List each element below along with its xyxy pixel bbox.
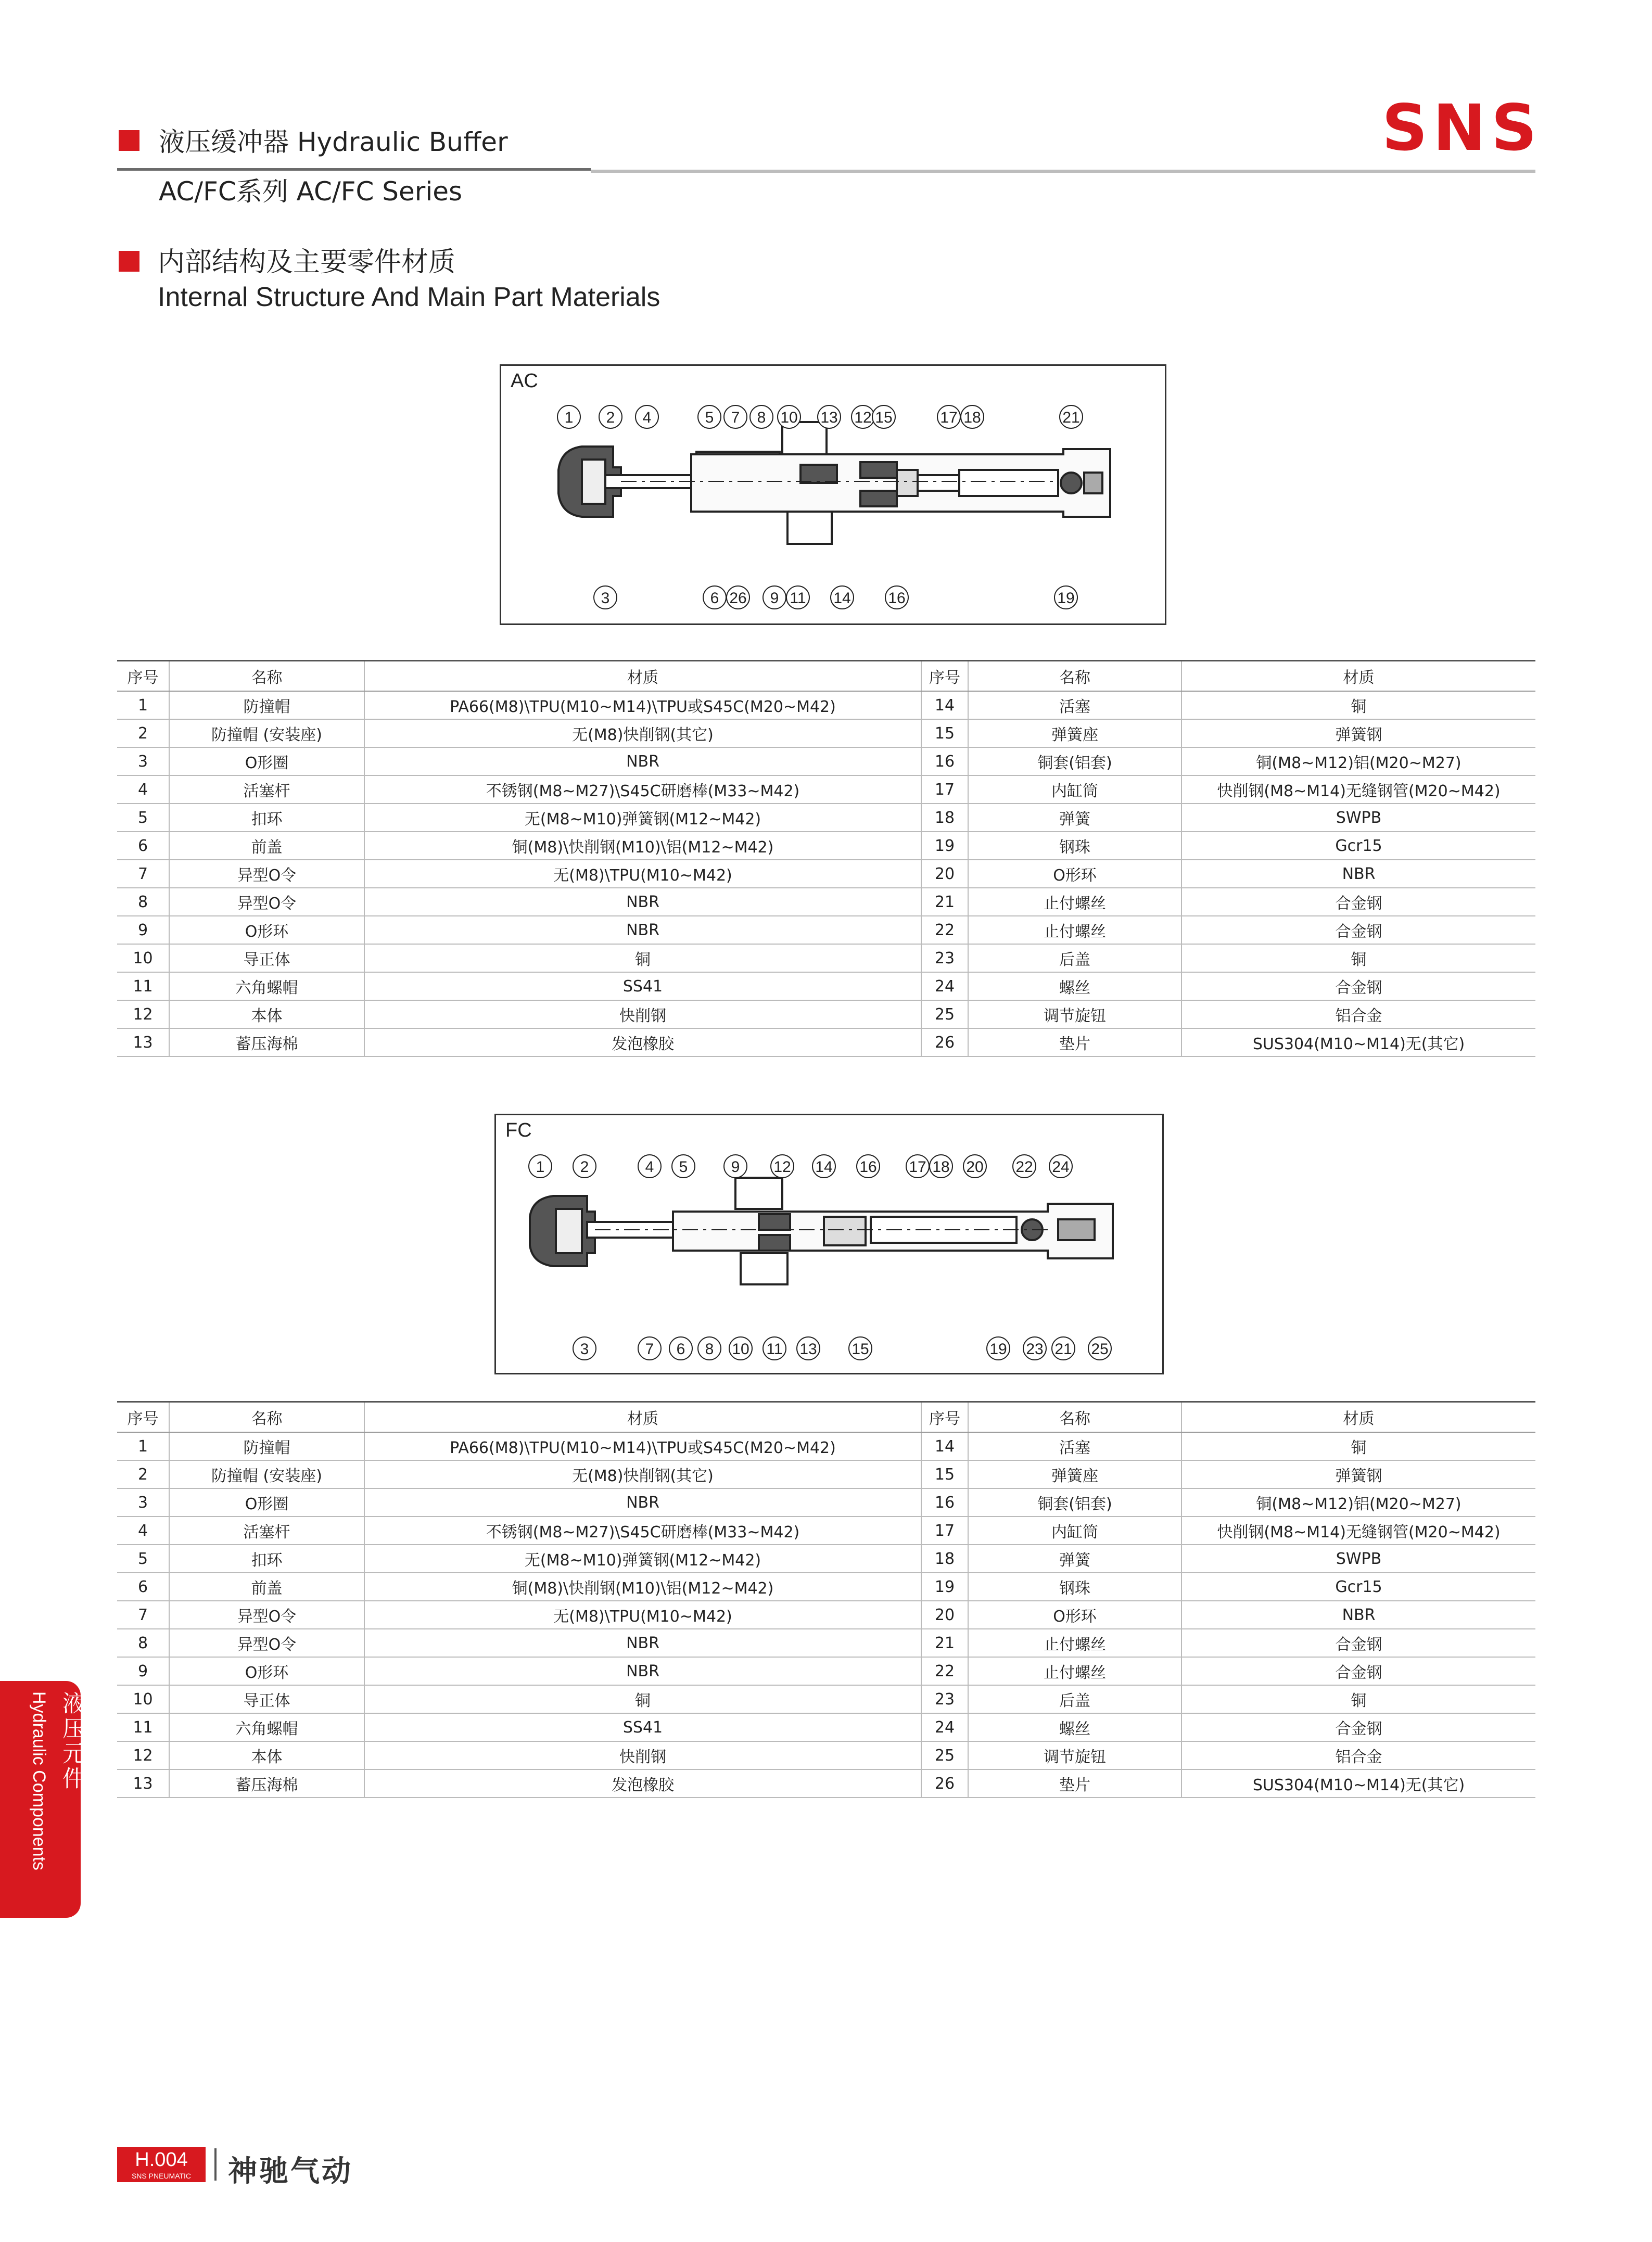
table-row: [117, 804, 1535, 832]
ac-materials-table: [117, 660, 1535, 1057]
table-row: [117, 1657, 1535, 1685]
table-cell: 导正体: [169, 1685, 364, 1713]
table-cell: SWPB: [1181, 804, 1535, 832]
table-cell: 铜: [1181, 1432, 1535, 1460]
ac-top-callout-label: 5: [705, 409, 714, 426]
fc-bottom-callout-label: 10: [732, 1341, 749, 1358]
table-cell: 7: [117, 860, 169, 888]
table-cell: 快削钢(M8~M14)无缝钢管(M20~M42): [1181, 1517, 1535, 1545]
table-cell: O形环: [968, 1601, 1181, 1629]
table-cell: 8: [117, 1629, 169, 1657]
table-row: [117, 1601, 1535, 1629]
table-cell: 10: [117, 1685, 169, 1713]
table-cell: 19: [921, 832, 968, 860]
ac-top-callout-label: 18: [963, 409, 981, 426]
table-cell: 防撞帽: [169, 1432, 364, 1460]
table-cell: 调节旋钮: [968, 1741, 1181, 1769]
ac-bottom-callout-label: 9: [770, 590, 779, 607]
table-cell: NBR: [364, 1629, 921, 1657]
ac-top-callout-label: 1: [564, 409, 574, 426]
table-cell: 弹簧座: [968, 719, 1181, 747]
table-cell: 内缸筒: [968, 1517, 1181, 1545]
table-header-cell: 材质: [364, 661, 921, 692]
table-cell: 铜: [1181, 944, 1535, 972]
footer-divider: [214, 2148, 217, 2181]
table-cell: 14: [921, 691, 968, 719]
table-cell: 3: [117, 1488, 169, 1517]
fc-top-callout-label: 12: [773, 1158, 791, 1176]
page-number: H.004: [135, 2149, 188, 2171]
table-cell: NBR: [1181, 860, 1535, 888]
table-cell: 14: [921, 1432, 968, 1460]
table-row: [117, 1488, 1535, 1517]
table-cell: 无(M8)\TPU(M10~M42): [364, 1601, 921, 1629]
ac-bottom-callout-label: 3: [601, 590, 610, 607]
table-cell: 6: [117, 832, 169, 860]
table-cell: 4: [117, 775, 169, 804]
table-row: [117, 1685, 1535, 1713]
fc-bottom-callout-label: 19: [989, 1341, 1007, 1358]
table-cell: Gcr15: [1181, 832, 1535, 860]
table-header-cell: 材质: [1181, 661, 1535, 692]
table-cell: SS41: [364, 1713, 921, 1741]
table-cell: 合金钢: [1181, 916, 1535, 944]
table-row: [117, 1460, 1535, 1488]
ac-diagram-title: AC: [511, 370, 538, 392]
table-cell: 23: [921, 944, 968, 972]
table-cell: 10: [117, 944, 169, 972]
fc-top-callout-label: 1: [536, 1158, 545, 1176]
table-cell: 19: [921, 1573, 968, 1601]
table-row: [117, 972, 1535, 1000]
table-cell: 12: [117, 1000, 169, 1028]
fc-top-callout-label: 2: [580, 1158, 589, 1176]
fc-cross-section: [496, 1115, 1162, 1373]
fc-bottom-callout-label: 3: [580, 1341, 589, 1358]
table-cell: 8: [117, 888, 169, 916]
table-cell: 快削钢: [364, 1000, 921, 1028]
table-cell: 铜: [1181, 691, 1535, 719]
ac-bottom-callout-label: 14: [833, 590, 851, 607]
ac-bottom-callout-label: 6: [710, 590, 719, 607]
fc-top-callout-label: 20: [966, 1158, 984, 1176]
series-subtitle: AC/FC系列 AC/FC Series: [159, 176, 463, 207]
table-header-row: [117, 661, 1535, 692]
fc-top-callout-label: 14: [815, 1158, 833, 1176]
table-cell: 异型O令: [169, 1601, 364, 1629]
table-row: [117, 832, 1535, 860]
table-cell: 异型O令: [169, 1629, 364, 1657]
table-cell: SWPB: [1181, 1545, 1535, 1573]
ac-top-callout-label: 15: [875, 409, 893, 426]
table-cell: O形圈: [169, 747, 364, 775]
page-title: 液压缓冲器 Hydraulic Buffer: [159, 127, 508, 157]
table-row: [117, 888, 1535, 916]
table-cell: PA66(M8)\TPU(M10~M14)\TPU或S45C(M20~M42): [364, 1432, 921, 1460]
table-cell: 9: [117, 1657, 169, 1685]
fc-structure-diagram: [494, 1114, 1164, 1374]
table-cell: 弹簧钢: [1181, 719, 1535, 747]
fc-top-callout-label: 5: [679, 1158, 688, 1176]
table-cell: 1: [117, 1432, 169, 1460]
table-header-cell: 序号: [921, 1402, 968, 1433]
table-row: [117, 1545, 1535, 1573]
side-tab-label-cn: 液压元件: [58, 1691, 85, 1791]
table-header-cell: 序号: [921, 661, 968, 692]
table-cell: 弹簧: [968, 804, 1181, 832]
table-cell: 无(M8~M10)弹簧钢(M12~M42): [364, 1545, 921, 1573]
table-cell: 铜: [364, 1685, 921, 1713]
table-cell: 17: [921, 1517, 968, 1545]
table-cell: 16: [921, 747, 968, 775]
ac-cross-section: [501, 366, 1165, 623]
table-cell: 20: [921, 1601, 968, 1629]
brand-logo: SNS: [1382, 91, 1542, 165]
table-header-cell: 名称: [169, 661, 364, 692]
table-cell: 防撞帽 (安装座): [169, 719, 364, 747]
fc-diagram-title: FC: [505, 1119, 532, 1141]
table-row: [117, 1769, 1535, 1798]
table-cell: 铝合金: [1181, 1741, 1535, 1769]
table-cell: NBR: [364, 888, 921, 916]
table-cell: 螺丝: [968, 972, 1181, 1000]
table-cell: 铜套(铝套): [968, 747, 1181, 775]
ac-structure-diagram: [500, 364, 1166, 625]
table-cell: 18: [921, 1545, 968, 1573]
ac-top-callout-label: 10: [780, 409, 798, 426]
ac-top-callout-label: 7: [731, 409, 740, 426]
ac-top-callout-label: 2: [606, 409, 615, 426]
table-row: [117, 860, 1535, 888]
table-cell: 9: [117, 916, 169, 944]
table-cell: 蓄压海棉: [169, 1769, 364, 1798]
table-cell: 扣环: [169, 1545, 364, 1573]
table-cell: 螺丝: [968, 1713, 1181, 1741]
table-cell: 六角螺帽: [169, 1713, 364, 1741]
table-cell: 铜: [1181, 1685, 1535, 1713]
table-cell: 快削钢(M8~M14)无缝钢管(M20~M42): [1181, 775, 1535, 804]
table-row: [117, 916, 1535, 944]
table-header-cell: 序号: [117, 661, 169, 692]
table-cell: 12: [117, 1741, 169, 1769]
table-cell: 六角螺帽: [169, 972, 364, 1000]
table-cell: 异型O令: [169, 888, 364, 916]
table-cell: SUS304(M10~M14)无(其它): [1181, 1769, 1535, 1798]
table-cell: 合金钢: [1181, 1629, 1535, 1657]
table-cell: 活塞: [968, 691, 1181, 719]
fc-bottom-callout-label: 7: [645, 1341, 654, 1358]
fc-top-callout-label: 16: [859, 1158, 877, 1176]
table-cell: 5: [117, 804, 169, 832]
table-cell: 调节旋钮: [968, 1000, 1181, 1028]
ac-top-callout-label: 8: [757, 409, 766, 426]
table-cell: 23: [921, 1685, 968, 1713]
table-cell: 16: [921, 1488, 968, 1517]
ac-top-callout-label: 13: [820, 409, 838, 426]
fc-bottom-callout-label: 21: [1054, 1341, 1072, 1358]
table-cell: 蓄压海棉: [169, 1028, 364, 1056]
table-cell: 无(M8)快削钢(其它): [364, 1460, 921, 1488]
ac-top-callout-label: 12: [854, 409, 872, 426]
table-cell: 活塞杆: [169, 775, 364, 804]
footer-brand: 神驰气动: [228, 2155, 353, 2188]
table-cell: 21: [921, 888, 968, 916]
table-cell: 异型O令: [169, 860, 364, 888]
table-cell: 11: [117, 1713, 169, 1741]
table-cell: 前盖: [169, 1573, 364, 1601]
table-cell: 合金钢: [1181, 1657, 1535, 1685]
fc-bottom-callout-label: 25: [1091, 1341, 1109, 1358]
ac-bottom-callout-label: 19: [1057, 590, 1075, 607]
table-cell: 13: [117, 1769, 169, 1798]
table-cell: 防撞帽: [169, 691, 364, 719]
table-cell: 13: [117, 1028, 169, 1056]
table-cell: 铜(M8)\快削钢(M10)\铝(M12~M42): [364, 832, 921, 860]
table-cell: 铜(M8~M12)铝(M20~M27): [1181, 747, 1535, 775]
table-header-cell: 序号: [117, 1402, 169, 1433]
table-cell: 5: [117, 1545, 169, 1573]
table-cell: 铜(M8)\快削钢(M10)\铝(M12~M42): [364, 1573, 921, 1601]
ac-top-callout-label: 4: [642, 409, 652, 426]
header-rule-light: [591, 170, 1535, 173]
table-cell: 26: [921, 1028, 968, 1056]
table-row: [117, 1713, 1535, 1741]
table-header-cell: 材质: [1181, 1402, 1535, 1433]
ac-bottom-callout-label: 16: [888, 590, 906, 607]
table-cell: 活塞: [968, 1432, 1181, 1460]
table-cell: 2: [117, 719, 169, 747]
fc-bottom-callout-label: 11: [766, 1341, 783, 1358]
table-cell: 止付螺丝: [968, 916, 1181, 944]
table-row: [117, 1573, 1535, 1601]
table-cell: 25: [921, 1000, 968, 1028]
table-row: [117, 1517, 1535, 1545]
table-header-cell: 名称: [169, 1402, 364, 1433]
table-cell: NBR: [364, 1488, 921, 1517]
side-tab-label-en: Hydraulic Components: [29, 1691, 49, 1870]
table-cell: 合金钢: [1181, 972, 1535, 1000]
table-cell: 24: [921, 972, 968, 1000]
table-cell: 不锈钢(M8~M27)\S45C研磨棒(M33~M42): [364, 775, 921, 804]
table-cell: 无(M8)\TPU(M10~M42): [364, 860, 921, 888]
fc-top-callout-label: 18: [932, 1158, 950, 1176]
table-header-cell: 名称: [968, 1402, 1181, 1433]
table-cell: 铜: [364, 944, 921, 972]
table-cell: 20: [921, 860, 968, 888]
fc-materials-table: [117, 1401, 1535, 1798]
fc-bottom-callout-label: 23: [1026, 1341, 1044, 1358]
section-title-cn: 内部结构及主要零件材质: [158, 247, 456, 278]
table-cell: NBR: [364, 1657, 921, 1685]
table-cell: 导正体: [169, 944, 364, 972]
table-cell: NBR: [364, 916, 921, 944]
page-number-sub: SNS PNEUMATIC: [131, 2172, 192, 2180]
header-rule: [117, 168, 591, 171]
table-header-row: [117, 1402, 1535, 1433]
table-cell: 止付螺丝: [968, 1629, 1181, 1657]
table-cell: PA66(M8)\TPU(M10~M14)\TPU或S45C(M20~M42): [364, 691, 921, 719]
table-cell: SUS304(M10~M14)无(其它): [1181, 1028, 1535, 1056]
table-cell: 铜套(铝套): [968, 1488, 1181, 1517]
table-cell: 发泡橡胶: [364, 1028, 921, 1056]
table-row: [117, 719, 1535, 747]
table-cell: 22: [921, 1657, 968, 1685]
table-cell: 铜(M8~M12)铝(M20~M27): [1181, 1488, 1535, 1517]
table-cell: 4: [117, 1517, 169, 1545]
fc-bottom-callout-label: 8: [705, 1341, 714, 1358]
table-row: [117, 747, 1535, 775]
table-cell: 后盖: [968, 944, 1181, 972]
ac-bottom-callout-label: 11: [790, 590, 806, 607]
section-marker: [119, 251, 139, 272]
title-marker: [119, 130, 139, 151]
table-cell: 垫片: [968, 1028, 1181, 1056]
table-cell: 25: [921, 1741, 968, 1769]
table-cell: 18: [921, 804, 968, 832]
table-header-cell: 名称: [968, 661, 1181, 692]
fc-top-callout-label: 17: [909, 1158, 926, 1176]
table-cell: SS41: [364, 972, 921, 1000]
table-row: [117, 944, 1535, 972]
table-cell: 不锈钢(M8~M27)\S45C研磨棒(M33~M42): [364, 1517, 921, 1545]
table-cell: 24: [921, 1713, 968, 1741]
table-cell: O形圈: [169, 1488, 364, 1517]
ac-top-callout-label: 21: [1062, 409, 1080, 426]
fc-bottom-callout-label: 6: [676, 1341, 685, 1358]
table-cell: Gcr15: [1181, 1573, 1535, 1601]
fc-top-callout-label: 24: [1052, 1158, 1070, 1176]
table-cell: 6: [117, 1573, 169, 1601]
fc-bottom-callout-label: 15: [852, 1341, 869, 1358]
table-cell: 垫片: [968, 1769, 1181, 1798]
table-cell: 21: [921, 1629, 968, 1657]
table-cell: 扣环: [169, 804, 364, 832]
table-cell: 弹簧座: [968, 1460, 1181, 1488]
table-cell: 26: [921, 1769, 968, 1798]
table-cell: 2: [117, 1460, 169, 1488]
table-cell: 止付螺丝: [968, 1657, 1181, 1685]
fc-bottom-callout-label: 13: [799, 1341, 817, 1358]
table-cell: 本体: [169, 1000, 364, 1028]
fc-top-callout-label: 4: [645, 1158, 654, 1176]
table-cell: 无(M8)快削钢(其它): [364, 719, 921, 747]
table-cell: 22: [921, 916, 968, 944]
table-cell: 3: [117, 747, 169, 775]
table-row: [117, 691, 1535, 719]
table-cell: O形环: [169, 916, 364, 944]
table-cell: 止付螺丝: [968, 888, 1181, 916]
section-title-en: Internal Structure And Main Part Materials: [158, 282, 660, 312]
table-cell: 钢珠: [968, 832, 1181, 860]
table-row: [117, 1629, 1535, 1657]
table-header-cell: 材质: [364, 1402, 921, 1433]
table-cell: 7: [117, 1601, 169, 1629]
table-row: [117, 1000, 1535, 1028]
table-cell: 合金钢: [1181, 1713, 1535, 1741]
table-cell: 活塞杆: [169, 1517, 364, 1545]
table-cell: O形环: [169, 1657, 364, 1685]
table-cell: 本体: [169, 1741, 364, 1769]
table-cell: 15: [921, 1460, 968, 1488]
table-cell: 无(M8~M10)弹簧钢(M12~M42): [364, 804, 921, 832]
table-row: [117, 1741, 1535, 1769]
table-cell: 弹簧: [968, 1545, 1181, 1573]
table-cell: 合金钢: [1181, 888, 1535, 916]
ac-bottom-callout-label: 26: [729, 590, 747, 607]
table-cell: 15: [921, 719, 968, 747]
table-cell: 前盖: [169, 832, 364, 860]
fc-top-callout-label: 9: [731, 1158, 740, 1176]
table-cell: 弹簧钢: [1181, 1460, 1535, 1488]
table-cell: 1: [117, 691, 169, 719]
table-cell: 防撞帽 (安装座): [169, 1460, 364, 1488]
fc-top-callout-label: 22: [1015, 1158, 1033, 1176]
table-cell: 钢珠: [968, 1573, 1181, 1601]
table-cell: 17: [921, 775, 968, 804]
page-number-box: [117, 2147, 206, 2182]
ac-top-callout-label: 17: [940, 409, 958, 426]
table-cell: 后盖: [968, 1685, 1181, 1713]
table-cell: 内缸筒: [968, 775, 1181, 804]
table-cell: 发泡橡胶: [364, 1769, 921, 1798]
table-row: [117, 1432, 1535, 1460]
table-row: [117, 775, 1535, 804]
table-cell: 11: [117, 972, 169, 1000]
table-cell: NBR: [364, 747, 921, 775]
table-cell: 铝合金: [1181, 1000, 1535, 1028]
table-row: [117, 1028, 1535, 1056]
table-cell: O形环: [968, 860, 1181, 888]
table-cell: 快削钢: [364, 1741, 921, 1769]
table-cell: NBR: [1181, 1601, 1535, 1629]
